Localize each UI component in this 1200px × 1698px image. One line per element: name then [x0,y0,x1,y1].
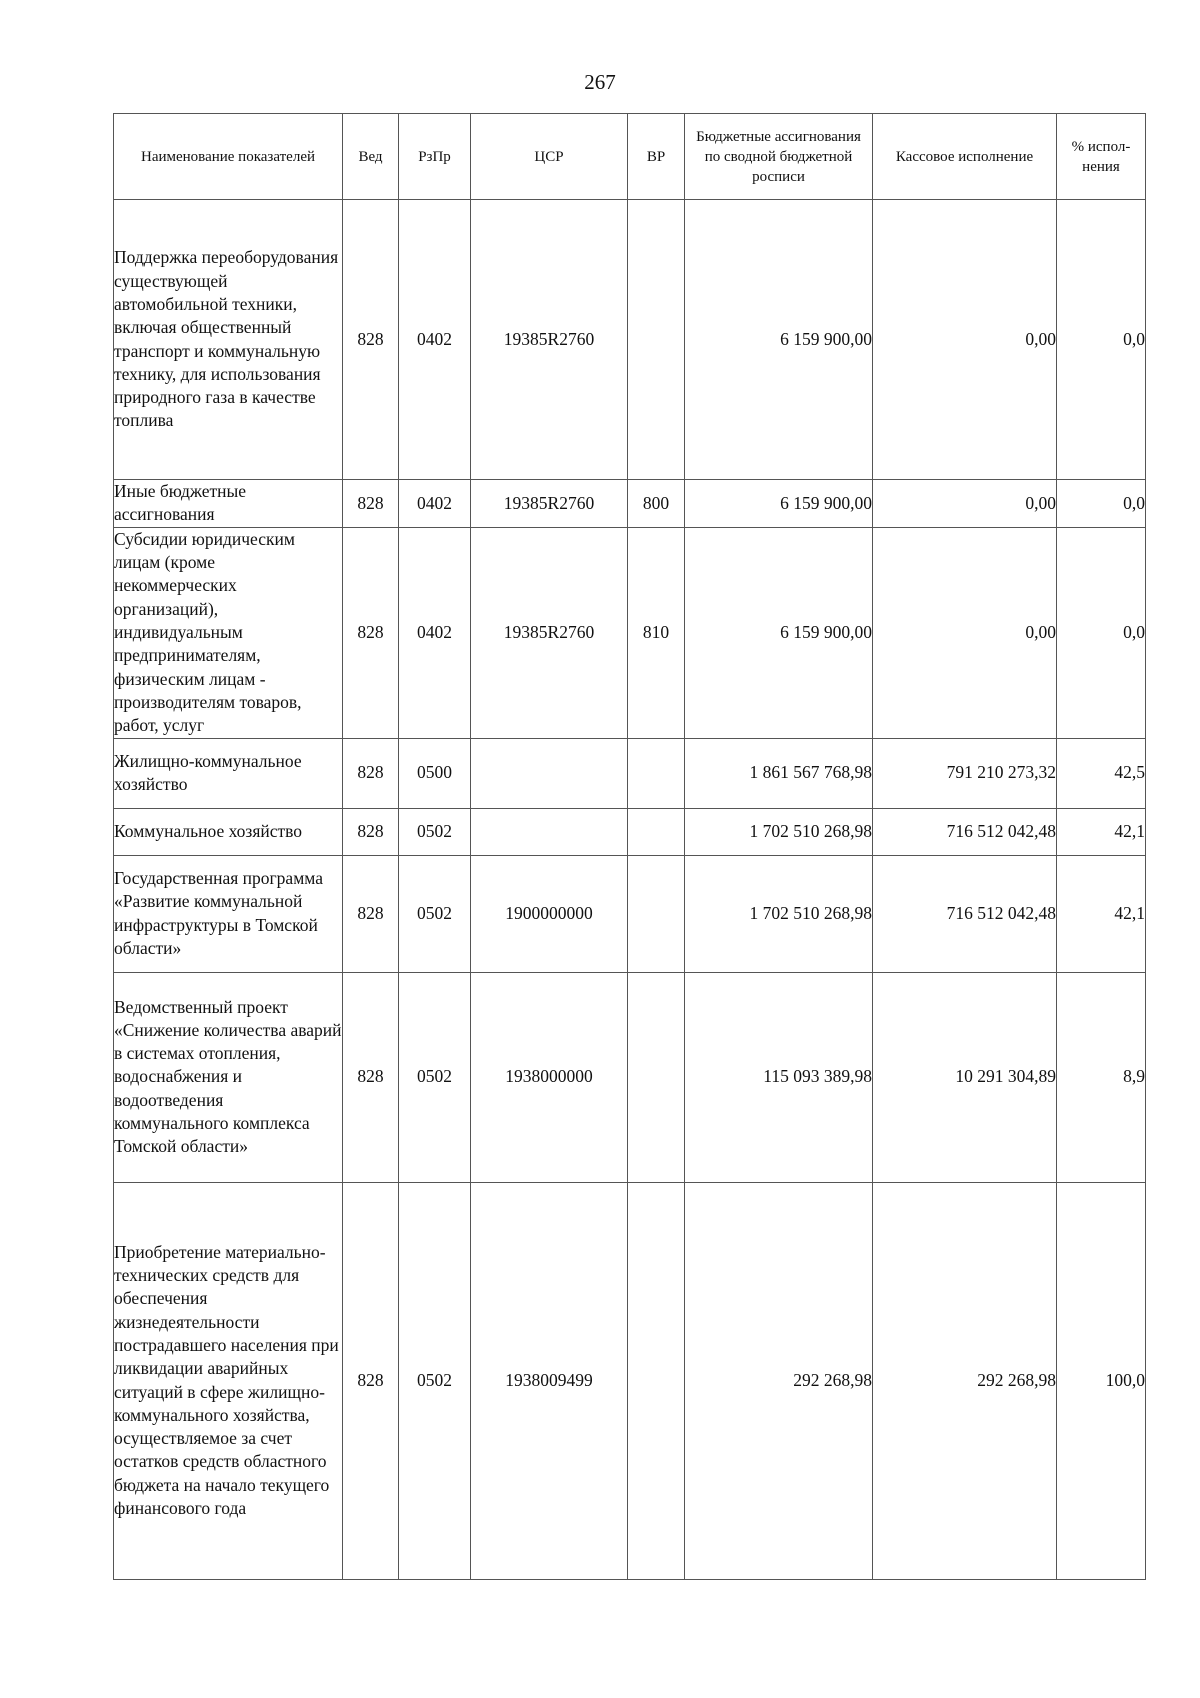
row-execution: 791 210 273,32 [873,738,1057,808]
row-ved: 828 [343,200,399,480]
row-rzpr: 0502 [399,855,471,972]
row-ved: 828 [343,480,399,528]
row-name: Ведомственный проект «Снижение количества аварий в системах отопления, водоснабжения и водоотведения коммунального комплекса Томской области» [114,972,343,1182]
header-ved: Вед [343,114,399,200]
header-assignments: Бюджетные ассигнования по сводной бюджетной росписи [685,114,873,200]
row-name: Коммунальное хозяйство [114,808,343,855]
row-rzpr: 0502 [399,972,471,1182]
row-name: Поддержка переоборудования существующей автомобильной техники, включая общественный транспорт и коммунальную технику, для использования природного газа в качестве топлива [114,200,343,480]
row-csr: 19385R2760 [471,527,628,738]
row-ved: 828 [343,972,399,1182]
row-percent: 42,5 [1057,738,1146,808]
row-name: Жилищно-коммунальное хозяйство [114,738,343,808]
row-assignments: 6 159 900,00 [685,200,873,480]
row-execution: 10 291 304,89 [873,972,1057,1182]
page-number: 267 [584,70,616,94]
budget-execution-table [113,113,1146,1580]
row-vr [628,808,685,855]
row-assignments: 1 702 510 268,98 [685,855,873,972]
row-rzpr: 0402 [399,480,471,528]
table-header-row [114,114,1146,200]
row-percent: 0,0 [1057,200,1146,480]
row-percent: 42,1 [1057,855,1146,972]
row-percent: 42,1 [1057,808,1146,855]
table-row [114,738,1146,808]
header-csr: ЦСР [471,114,628,200]
row-execution: 0,00 [873,200,1057,480]
row-rzpr: 0502 [399,808,471,855]
row-ved: 828 [343,855,399,972]
row-rzpr: 0402 [399,527,471,738]
row-execution: 716 512 042,48 [873,808,1057,855]
row-csr: 19385R2760 [471,480,628,528]
row-vr [628,972,685,1182]
row-vr: 810 [628,527,685,738]
row-percent: 0,0 [1057,527,1146,738]
table-row [114,200,1146,480]
row-assignments: 292 268,98 [685,1182,873,1579]
row-assignments: 1 861 567 768,98 [685,738,873,808]
row-vr [628,200,685,480]
row-csr: 1938009499 [471,1182,628,1579]
row-csr: 1938000000 [471,972,628,1182]
header-execution: Кассовое исполнение [873,114,1057,200]
row-vr [628,855,685,972]
row-vr [628,1182,685,1579]
row-execution: 0,00 [873,527,1057,738]
row-execution: 292 268,98 [873,1182,1057,1579]
row-percent: 0,0 [1057,480,1146,528]
row-name: Приобретение материально-технических средств для обеспечения жизнедеятельности пострадавшего населения при ликвидации аварийных ситуаций в сфере жилищно-коммунального хозяйства, осуществляемое за счет остатков средств областного бюджета на начало текущего финансового года [114,1182,343,1579]
table-row [114,1182,1146,1579]
table-row [114,480,1146,528]
row-execution: 716 512 042,48 [873,855,1057,972]
row-ved: 828 [343,1182,399,1579]
header-name: Наименование показателей [114,114,343,200]
row-name: Государственная программа «Развитие коммунальной инфраструктуры в Томской области» [114,855,343,972]
table-row [114,972,1146,1182]
row-execution: 0,00 [873,480,1057,528]
header-vr: ВР [628,114,685,200]
row-rzpr: 0502 [399,1182,471,1579]
row-csr: 19385R2760 [471,200,628,480]
row-vr: 800 [628,480,685,528]
row-assignments: 6 159 900,00 [685,527,873,738]
table-row [114,808,1146,855]
row-name: Иные бюджетные ассигнования [114,480,343,528]
row-assignments: 6 159 900,00 [685,480,873,528]
row-assignments: 1 702 510 268,98 [685,808,873,855]
row-rzpr: 0500 [399,738,471,808]
row-csr [471,738,628,808]
row-csr: 1900000000 [471,855,628,972]
header-percent: % испол-нения [1057,114,1146,200]
row-ved: 828 [343,738,399,808]
row-percent: 8,9 [1057,972,1146,1182]
table-row [114,855,1146,972]
table-row [114,527,1146,738]
row-name: Субсидии юридическим лицам (кроме некоммерческих организаций), индивидуальным предпринимателям, физическим лицам - производителям товаров, работ, услуг [114,527,343,738]
row-percent: 100,0 [1057,1182,1146,1579]
row-ved: 828 [343,527,399,738]
row-ved: 828 [343,808,399,855]
row-csr [471,808,628,855]
row-assignments: 115 093 389,98 [685,972,873,1182]
row-vr [628,738,685,808]
row-rzpr: 0402 [399,200,471,480]
header-rzpr: РзПр [399,114,471,200]
